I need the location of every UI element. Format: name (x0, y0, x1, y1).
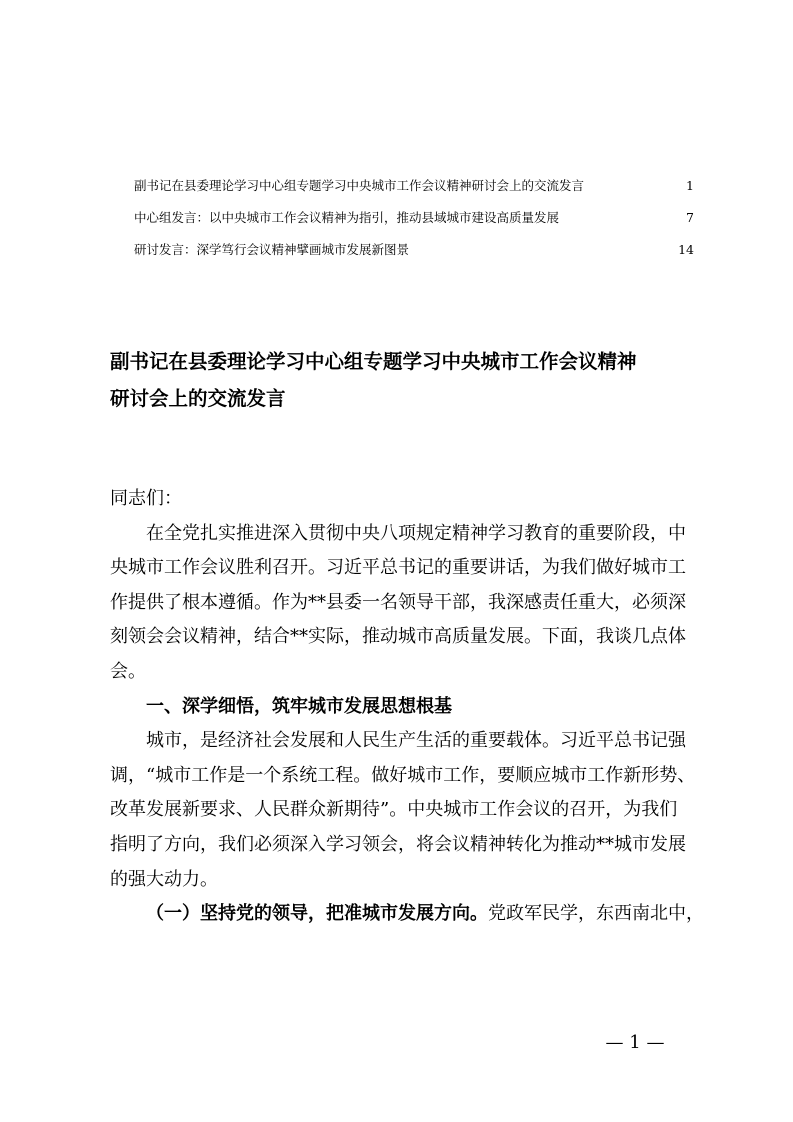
document-body (110, 482, 704, 932)
paragraph-line: 调，“城市工作是一个系统工程。做好城市工作，要顺应城市工作新形势、 (110, 764, 696, 786)
document-title (110, 343, 700, 417)
document-title-line: 副书记在县委理论学习中心组专题学习中央城市工作会议精神 (110, 350, 637, 373)
toc-entry[interactable] (134, 176, 694, 208)
paragraph-line: 在全党扎实推进深入贯彻中央八项规定精神学习教育的重要阶段，中 (146, 522, 686, 544)
paragraph-line: 指明了方向，我们必须深入学习领会，将会议精神转化为推动**城市发展 (110, 833, 686, 855)
toc-entry[interactable] (134, 208, 694, 240)
page-number: — 1 — (605, 1032, 665, 1053)
toc-entry-title: 副书记在县委理论学习中心组专题学习中央城市工作会议精神研讨会上的交流发言 (134, 178, 585, 193)
toc-entry-title: 研讨发言：深学笃行会议精神擘画城市发展新图景 (134, 242, 410, 257)
subsection-paragraph (110, 897, 704, 932)
paragraph-line: 刻领会会议精神，结合**实际，推动城市高质量发展。下面，我谈几点体 (110, 626, 686, 648)
toc-entry-title: 中心组发言：以中央城市工作会议精神为指引，推动县域城市建设高质量发展 (134, 210, 560, 225)
paragraph-line: 会。 (110, 660, 146, 682)
paragraph-line: 的强大动力。 (110, 868, 218, 890)
paragraph-text: 党政军民学，东西南北中， (488, 903, 704, 925)
paragraph-line: 改革发展新要求、人民群众新期待”。中央城市工作会议的召开，为我们 (110, 799, 678, 821)
subsection-heading: （一）坚持党的领导，把准城市发展方向。 (146, 903, 488, 925)
document-title-line: 研讨会上的交流发言 (110, 387, 286, 410)
toc-entry-page: 7 (686, 210, 694, 225)
paragraph-line: 央城市工作会议胜利召开。习近平总书记的重要讲话，为我们做好城市工 (110, 557, 686, 579)
paragraph-line: 城市，是经济社会发展和人民生产生活的重要载体。习近平总书记强 (146, 730, 686, 752)
salutation: 同志们： (110, 488, 182, 509)
table-of-contents (134, 176, 694, 272)
toc-entry[interactable] (134, 240, 694, 272)
paragraph-line: 作提供了根本遵循。作为**县委一名领导干部，我深感责任重大，必须深 (110, 591, 686, 613)
toc-entry-page: 14 (678, 242, 694, 257)
toc-entry-page: 1 (686, 178, 694, 193)
section-heading: 一、深学细悟，筑牢城市发展思想根基 (146, 695, 452, 717)
